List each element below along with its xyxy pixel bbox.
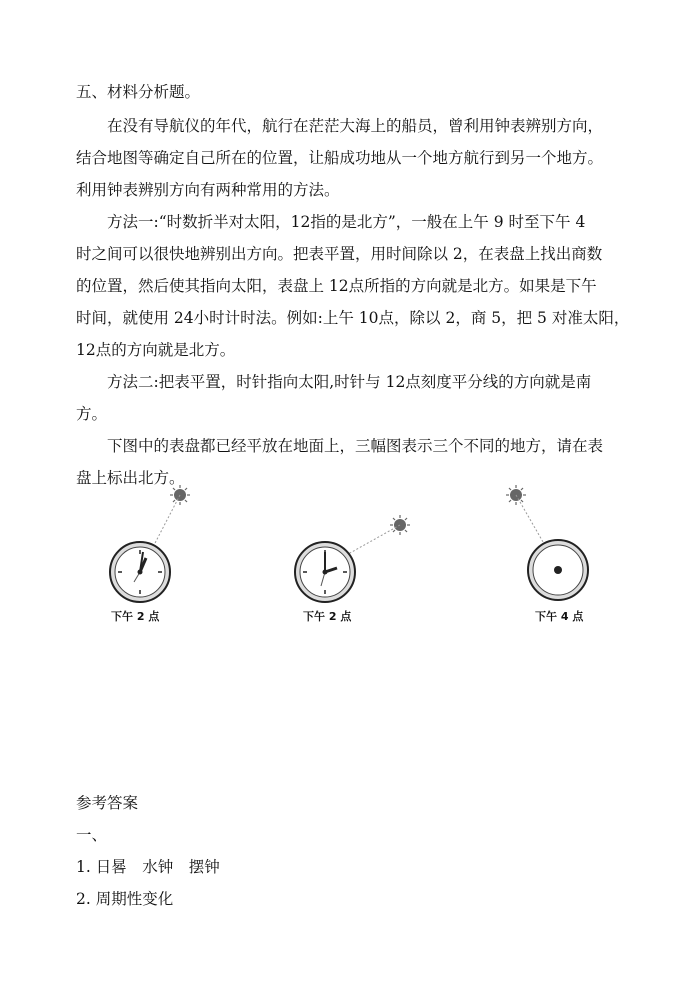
paragraph-line: 方法二:把表平置，时针指向太阳,时针与 12点刻度平分线的方向就是南 xyxy=(107,373,592,391)
answer-item: 1. 日晷 水钟 摆钟 xyxy=(76,858,220,876)
paragraph-line: 盘上标出北方。 xyxy=(76,469,185,487)
paragraph-line: 在没有导航仪的年代，航行在茫茫大海上的船员，曾利用钟表辨别方向， xyxy=(107,117,604,135)
clock-figure-3 xyxy=(500,480,620,625)
clock-figure-2 xyxy=(290,505,420,625)
paragraph-line: 方法一:“时数折半对太阳，12指的是北方”，一般在上午 9 时至下午 4 xyxy=(107,213,586,231)
heading: 五、材料分析题。 xyxy=(76,83,201,101)
paragraph-line: 时间，就使用 24小时计时法。例如:上午 10点，除以 2，商 5，把 5 对准太阳， xyxy=(76,309,630,327)
figure-caption: 下午 4 点 xyxy=(535,610,584,623)
paragraph-line: 时之间可以很快地辨别出方向。把表平置，用时间除以 2，在表盘上找出商数 xyxy=(76,245,603,263)
paragraph-line: 下图中的表盘都已经平放在地面上，三幅图表示三个不同的地方，请在表 xyxy=(107,437,604,455)
figure-caption: 下午 2 点 xyxy=(111,610,160,623)
clock-icon xyxy=(528,540,588,600)
clock-figure-1 xyxy=(90,480,210,625)
figure-caption: 下午 2 点 xyxy=(303,610,352,623)
paragraph-line: 结合地图等确定自己所在的位置，让船成功地从一个地方航行到另一个地方。 xyxy=(76,149,604,167)
clock-icon xyxy=(295,542,355,602)
paragraph-line: 方。 xyxy=(76,405,108,423)
paragraph-line: 12点的方向就是北方。 xyxy=(76,341,236,359)
paragraph-line: 的位置，然后使其指向太阳，表盘上 12点所指的方向就是北方。如果是下午 xyxy=(76,277,597,295)
answer-item: 2. 周期性变化 xyxy=(76,890,174,908)
clock-icon xyxy=(110,542,170,602)
answers-title: 参考答案 xyxy=(76,794,139,812)
answers-part: 一、 xyxy=(76,826,108,844)
paragraph-line: 利用钟表辨别方向有两种常用的方法。 xyxy=(76,181,340,199)
